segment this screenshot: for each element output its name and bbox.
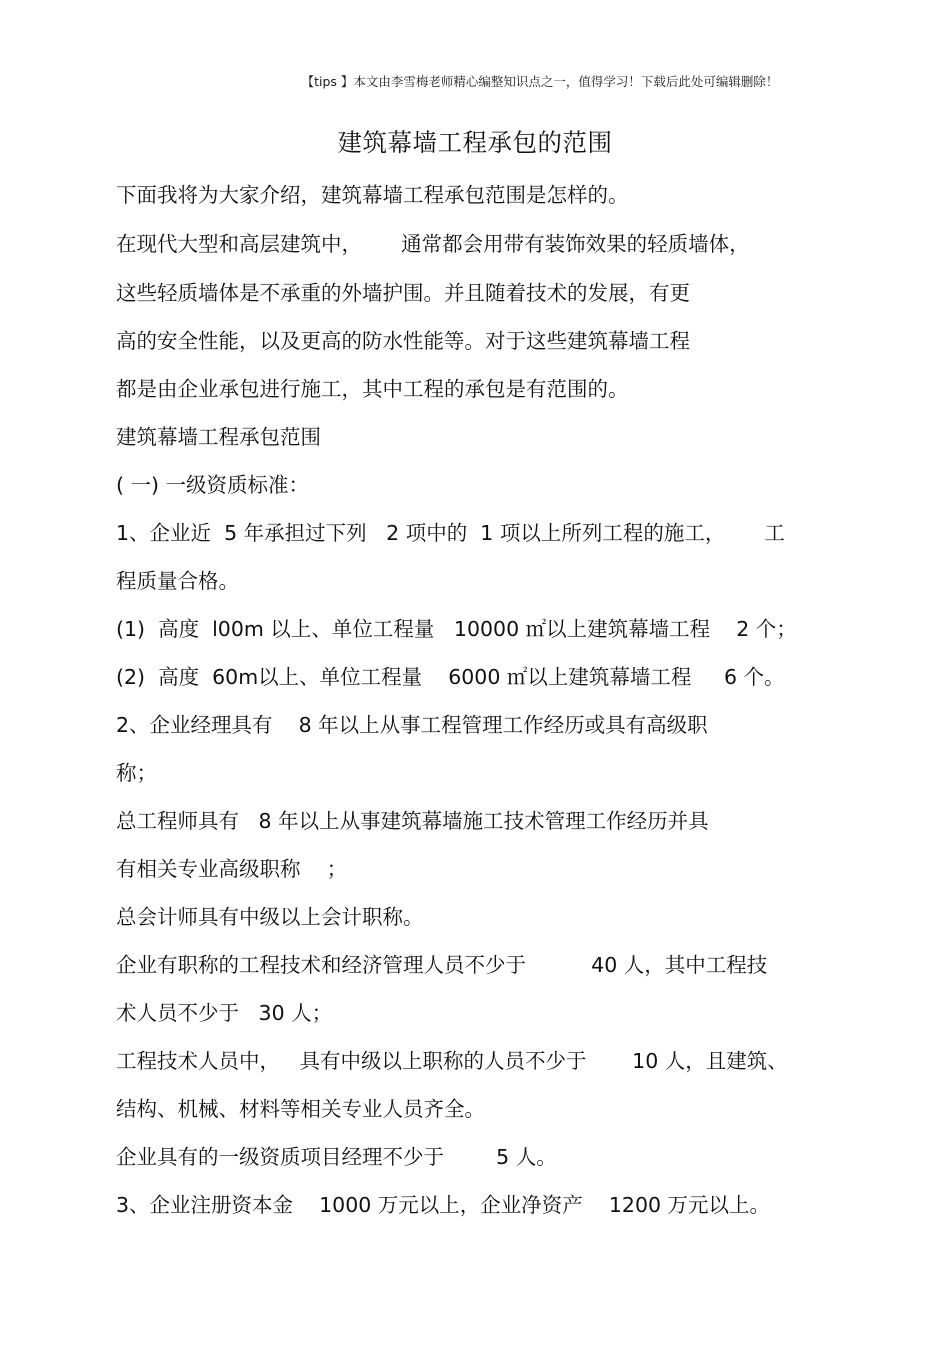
document-title: 建筑幕墙工程承包的范围 — [337, 128, 613, 157]
paragraph-line: 总工程师具有 8 年以上从事建筑幕墙施工技术管理工作经历并具 — [116, 809, 709, 833]
paragraph-line: 3、企业注册资本金 1000 万元以上，企业净资产 1200 万元以上。 — [116, 1193, 771, 1217]
paragraph-line: 术人员不少于 30 人； — [116, 1001, 333, 1025]
paragraph-line: 下面我将为大家介绍，建筑幕墙工程承包范围是怎样的。 — [116, 183, 629, 207]
paragraph-line: 程质量合格。 — [116, 569, 239, 593]
paragraph-line: 称； — [116, 761, 157, 785]
paragraph-line: 在现代大型和高层建筑中， 通常都会用带有装饰效果的轻质墙体， — [116, 232, 750, 256]
paragraph-line: 2、企业经理具有 8 年以上从事工程管理工作经历或具有高级职 — [116, 713, 708, 737]
paragraph-line: 企业有职称的工程技术和经济管理人员不少于 40 人，其中工程技 — [116, 953, 768, 977]
list-item: (1) 高度 l00m 以上、单位工程量 10000 ㎡以上建筑幕墙工程 2 个； — [116, 617, 797, 641]
paragraph-line: 1、企业近 5 年承担过下列 2 项中的 1 项以上所列工程的施工， 工 — [116, 521, 785, 545]
section-heading: 建筑幕墙工程承包范围 — [116, 425, 321, 449]
paragraph-line: 高的安全性能，以及更高的防水性能等。对于这些建筑幕墙工程 — [116, 329, 690, 353]
header-tips: 【tips 】本文由李雪梅老师精心编整知识点之一，值得学习！下载后此处可编辑删除！ — [301, 74, 779, 89]
paragraph-line: 工程技术人员中， 具有中级以上职称的人员不少于 10 人，且建筑、 — [116, 1049, 788, 1073]
paragraph-line: 有相关专业高级职称 ； — [116, 857, 348, 881]
list-item: (2) 高度 60m以上、单位工程量 6000 ㎡以上建筑幕墙工程 6 个。 — [116, 665, 785, 689]
paragraph-line: 都是由企业承包进行施工，其中工程的承包是有范围的。 — [116, 377, 629, 401]
paragraph-line: 结构、机械、材料等相关专业人员齐全。 — [116, 1097, 485, 1121]
paragraph-line: 企业具有的一级资质项目经理不少于 5 人。 — [116, 1145, 557, 1169]
paragraph-line: 这些轻质墙体是不承重的外墙护围。并且随着技术的发展，有更 — [116, 281, 690, 305]
paragraph-line: 总会计师具有中级以上会计职称。 — [116, 905, 424, 929]
subsection-heading: ( 一) 一级资质标准： — [116, 473, 310, 497]
